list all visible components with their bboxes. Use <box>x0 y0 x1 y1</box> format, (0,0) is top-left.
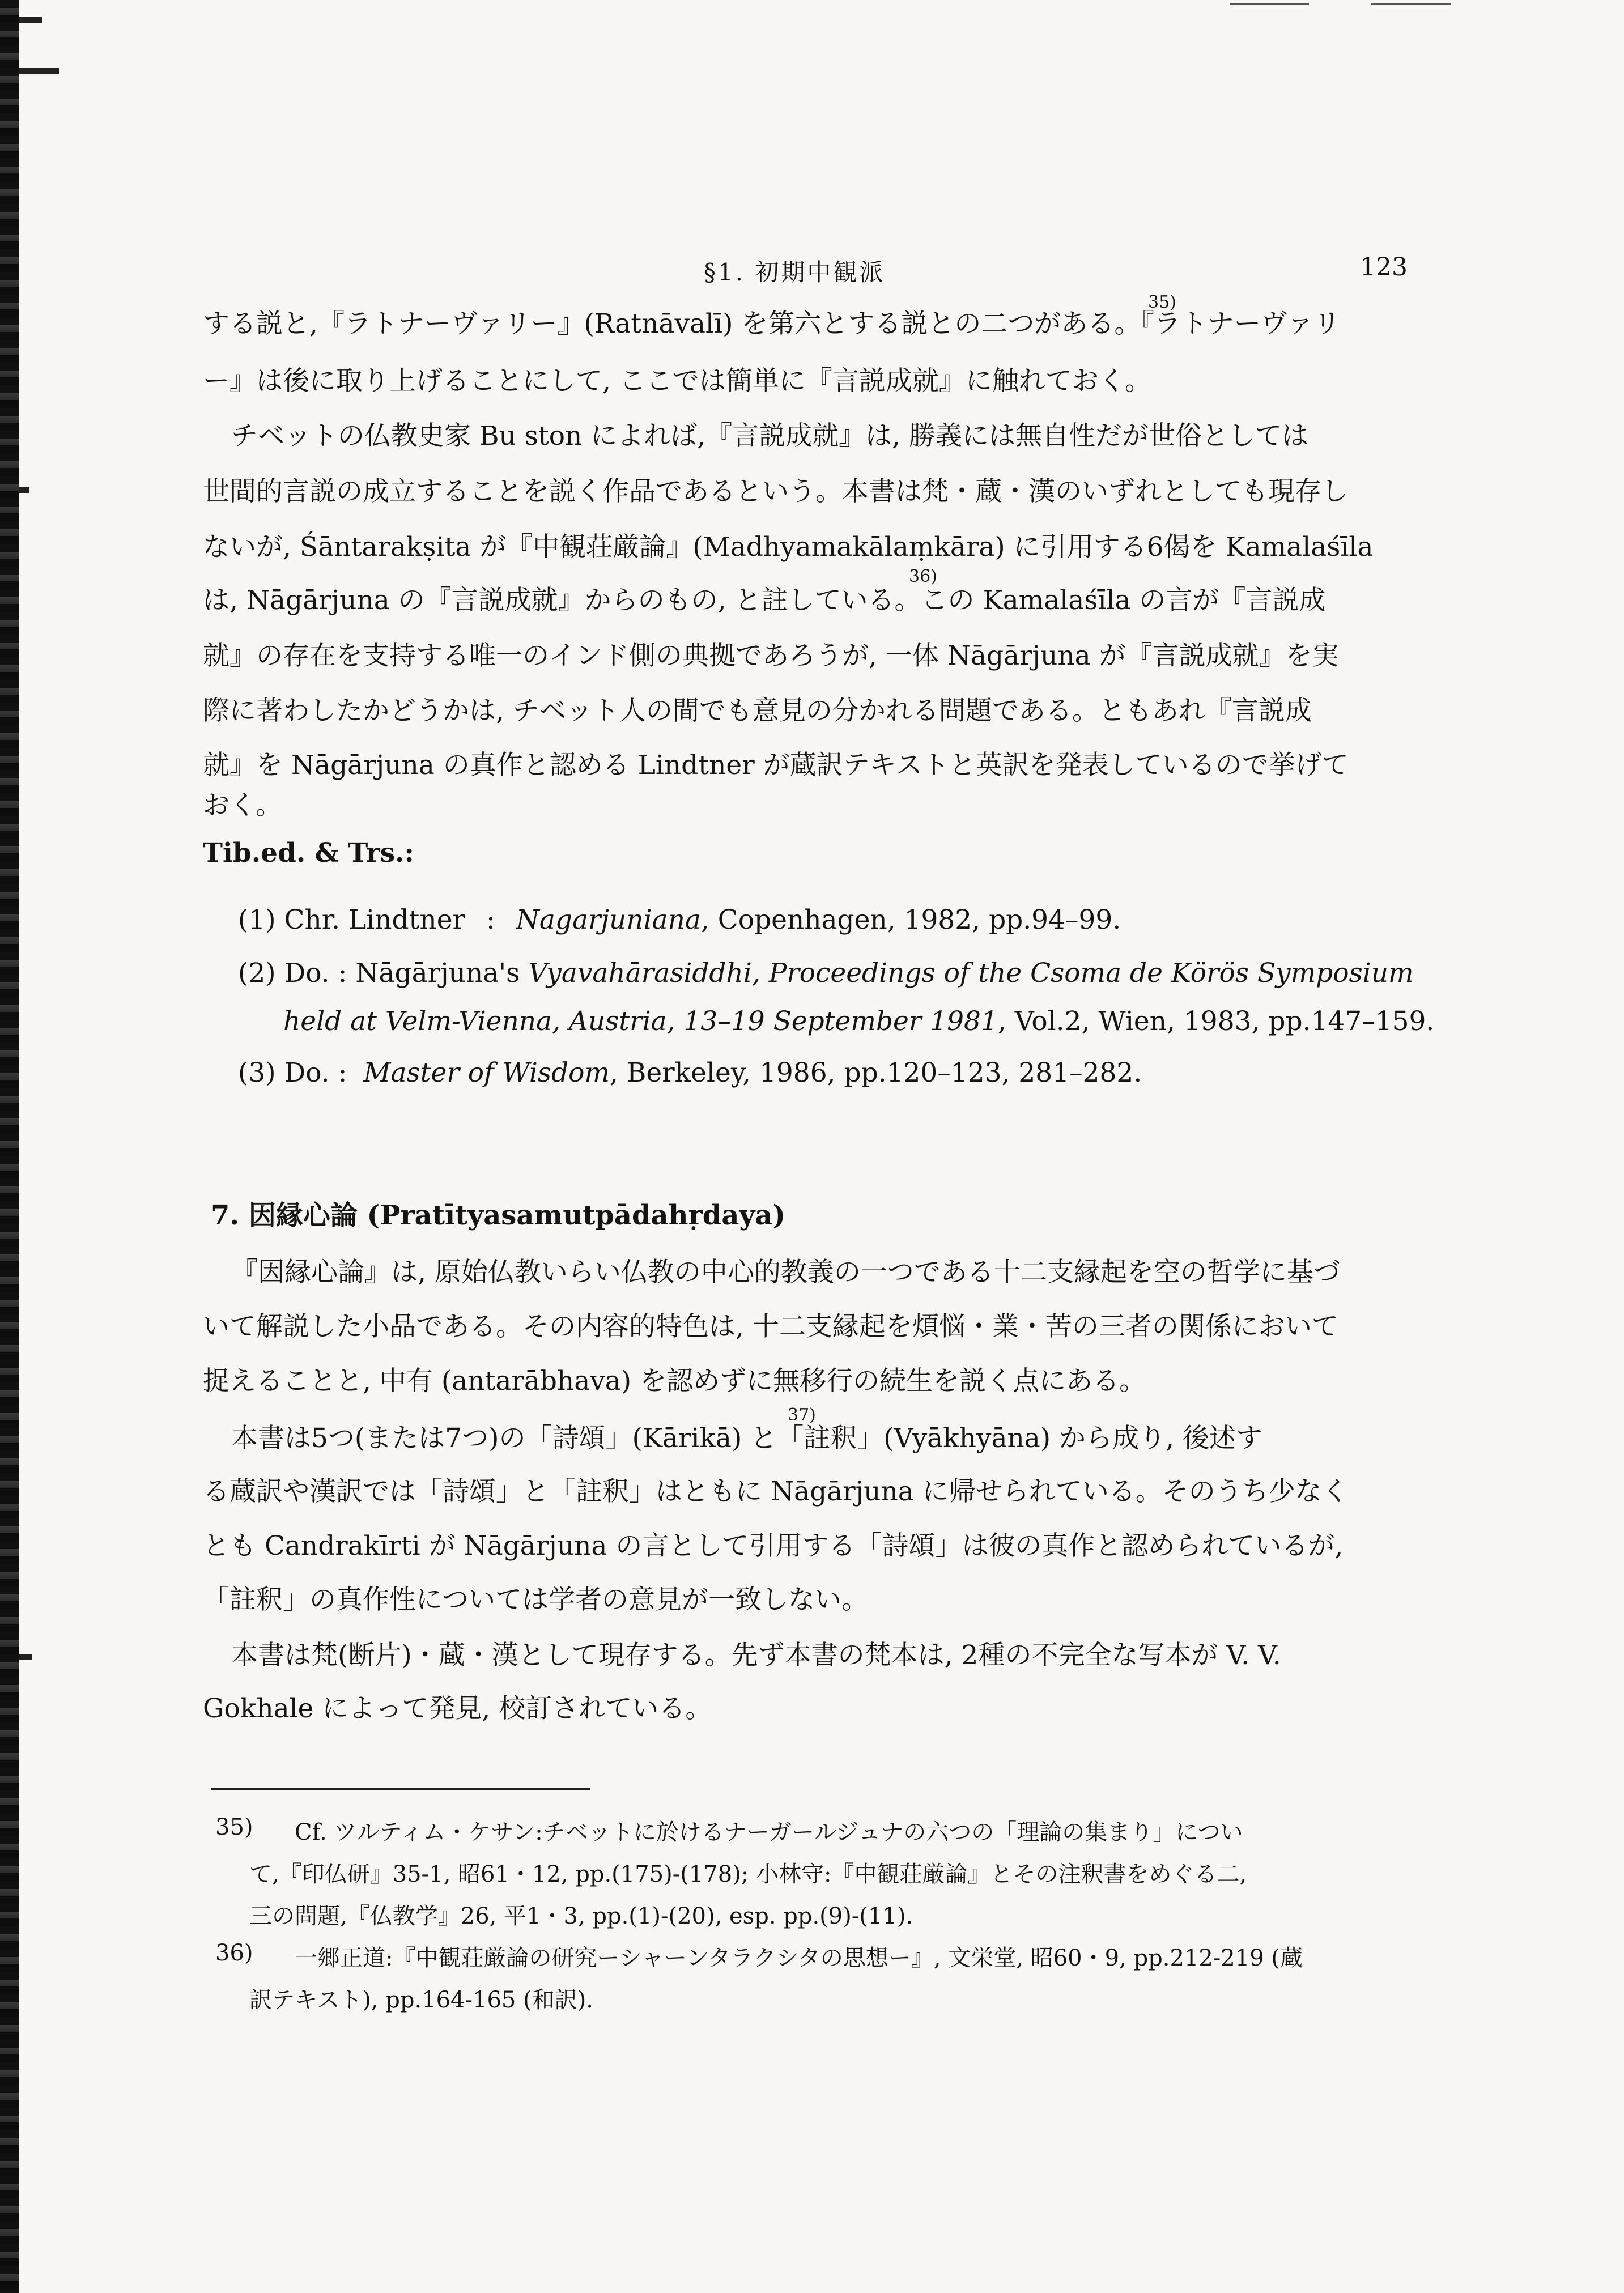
footnote-number: 36) <box>215 1940 253 1966</box>
footnote-line: 一郷正道:『中観荘厳論の研究ーシャーンタラクシタの思想ー』, 文栄堂, 昭60・9, pp.212-219 (蔵 <box>295 1945 1303 1971</box>
reference-entry: (3) Do. : Master of Wisdom, Berkeley, 1986, pp.120–123, 281–282. <box>238 1057 1142 1088</box>
body-line: ー』は後に取り上げることにして, ここでは簡単に『言説成就』に触れておく。 <box>203 365 1151 397</box>
footnote-marker: 37) <box>788 1405 816 1425</box>
body-line: 世間的言説の成立することを説く作品であるという。本書は梵・蔵・漢のいずれとしても現存し <box>203 476 1348 507</box>
body-line: 就』を Nāgārjuna の真作と認める Lindtner が蔵訳テキストと英訳を発表しているので挙げて <box>203 750 1349 781</box>
scan-mark <box>19 1654 32 1660</box>
body-line: 「註釈」の真作性については学者の意見が一致しない。 <box>203 1584 869 1615</box>
body-line: する説と,『ラトナーヴァリー』(Ratnāvalī) を第六とする説との二つがある。『ラトナーヴァリ <box>203 308 1341 339</box>
footnote-marker: 36) <box>909 567 937 586</box>
scan-spine-edge <box>0 0 19 2293</box>
body-line: 就』の存在を支持する唯一のインド側の典拠であろうが, 一体 Nāgārjuna が『言説成就』を実 <box>203 640 1339 671</box>
footnote-marker: 35) <box>1148 292 1176 312</box>
footnote-line: 三の問題,『仏教学』26, 平1・3, pp.(1)-(20), esp. pp.(9)-(11). <box>249 1903 913 1929</box>
tib-ed-heading: Tib.ed. & Trs.: <box>203 837 414 869</box>
body-line: とも Candrakīrti が Nāgārjuna の言として引用する「詩頌」は彼の真作と認められているが, <box>203 1530 1344 1562</box>
footnote-rule <box>211 1788 590 1790</box>
scan-mark <box>1371 3 1451 5</box>
scan-mark <box>19 487 29 493</box>
page-number: 123 <box>1360 253 1408 282</box>
reference-entry: (2) Do. : Nāgārjuna's Vyavahārasiddhi, Proceedings of the Csoma de Körös Symposium <box>238 958 1414 989</box>
body-line: ないが, Śāntarakṣita が『中観荘厳論』(Madhyamakālaṃkāra) に引用する6偈を Kamalaśīla <box>203 531 1374 563</box>
body-line: Gokhale によって発見, 校訂されている。 <box>203 1693 712 1724</box>
body-line: 本書は梵(断片)・蔵・漢として現存する。先ず本書の梵本は, 2種の不完全な写本が V. V. <box>231 1640 1281 1671</box>
footnote-line: て,『印仏研』35-1, 昭61・12, pp.(175)-(178); 小林守:『中観荘厳論』とその注釈書をめぐる二, <box>249 1861 1247 1887</box>
scan-mark <box>19 68 59 74</box>
reference-entry: (1) Chr. Lindtner : Nagarjuniana, Copenhagen, 1982, pp.94–99. <box>238 904 1121 935</box>
footnote-line: Cf. ツルティム・ケサン:チベットに於けるナーガールジュナの六つの「理論の集まり」につい <box>295 1819 1243 1845</box>
body-line: 際に著わしたかどうかは, チベット人の間でも意見の分かれる問題である。ともあれ『言説成 <box>203 695 1312 726</box>
footnote-line: 訳テキスト), pp.164-165 (和訳). <box>249 1987 594 2013</box>
body-line: は, Nāgārjuna の『言説成就』からのもの, と註している。この Kamalaśīla の言が『言説成 <box>203 585 1326 616</box>
body-line: いて解説した小品である。その内容的特色は, 十二支縁起を煩悩・業・苦の三者の関係において <box>203 1311 1338 1342</box>
reference-entry-cont: held at Velm-Vienna, Austria, 13–19 September 1981, Vol.2, Wien, 1983, pp.147–159. <box>283 1006 1435 1037</box>
body-line: おく。 <box>203 790 283 821</box>
scan-mark <box>19 17 42 23</box>
body-line: 本書は5つ(または7つ)の「詩頌」(Kārikā) と「註釈」(Vyākhyāna) から成り, 後述す <box>231 1423 1262 1454</box>
scan-mark <box>1230 3 1309 5</box>
body-line: る蔵訳や漢訳では「詩頌」と「註釈」はともに Nāgārjuna に帰せられている。そのうち少なく <box>203 1476 1349 1507</box>
body-line: 『因縁心論』は, 原始仏教いらい仏教の中心的教義の一つである十二支縁起を空の哲学に基づ <box>231 1257 1340 1288</box>
body-line: チベットの仏教史家 Bu ston によれば,『言説成就』は, 勝義には無自性だが世俗としては <box>231 420 1309 452</box>
section-heading: 7. 因縁心論 (Pratītyasamutpādahṛdaya) <box>211 1199 786 1231</box>
running-title: §1. 初期中観派 <box>704 258 886 286</box>
footnote-number: 35) <box>215 1814 253 1840</box>
body-line: 捉えることと, 中有 (antarābhava) を認めずに無移行の続生を説く点にある。 <box>203 1365 1146 1397</box>
